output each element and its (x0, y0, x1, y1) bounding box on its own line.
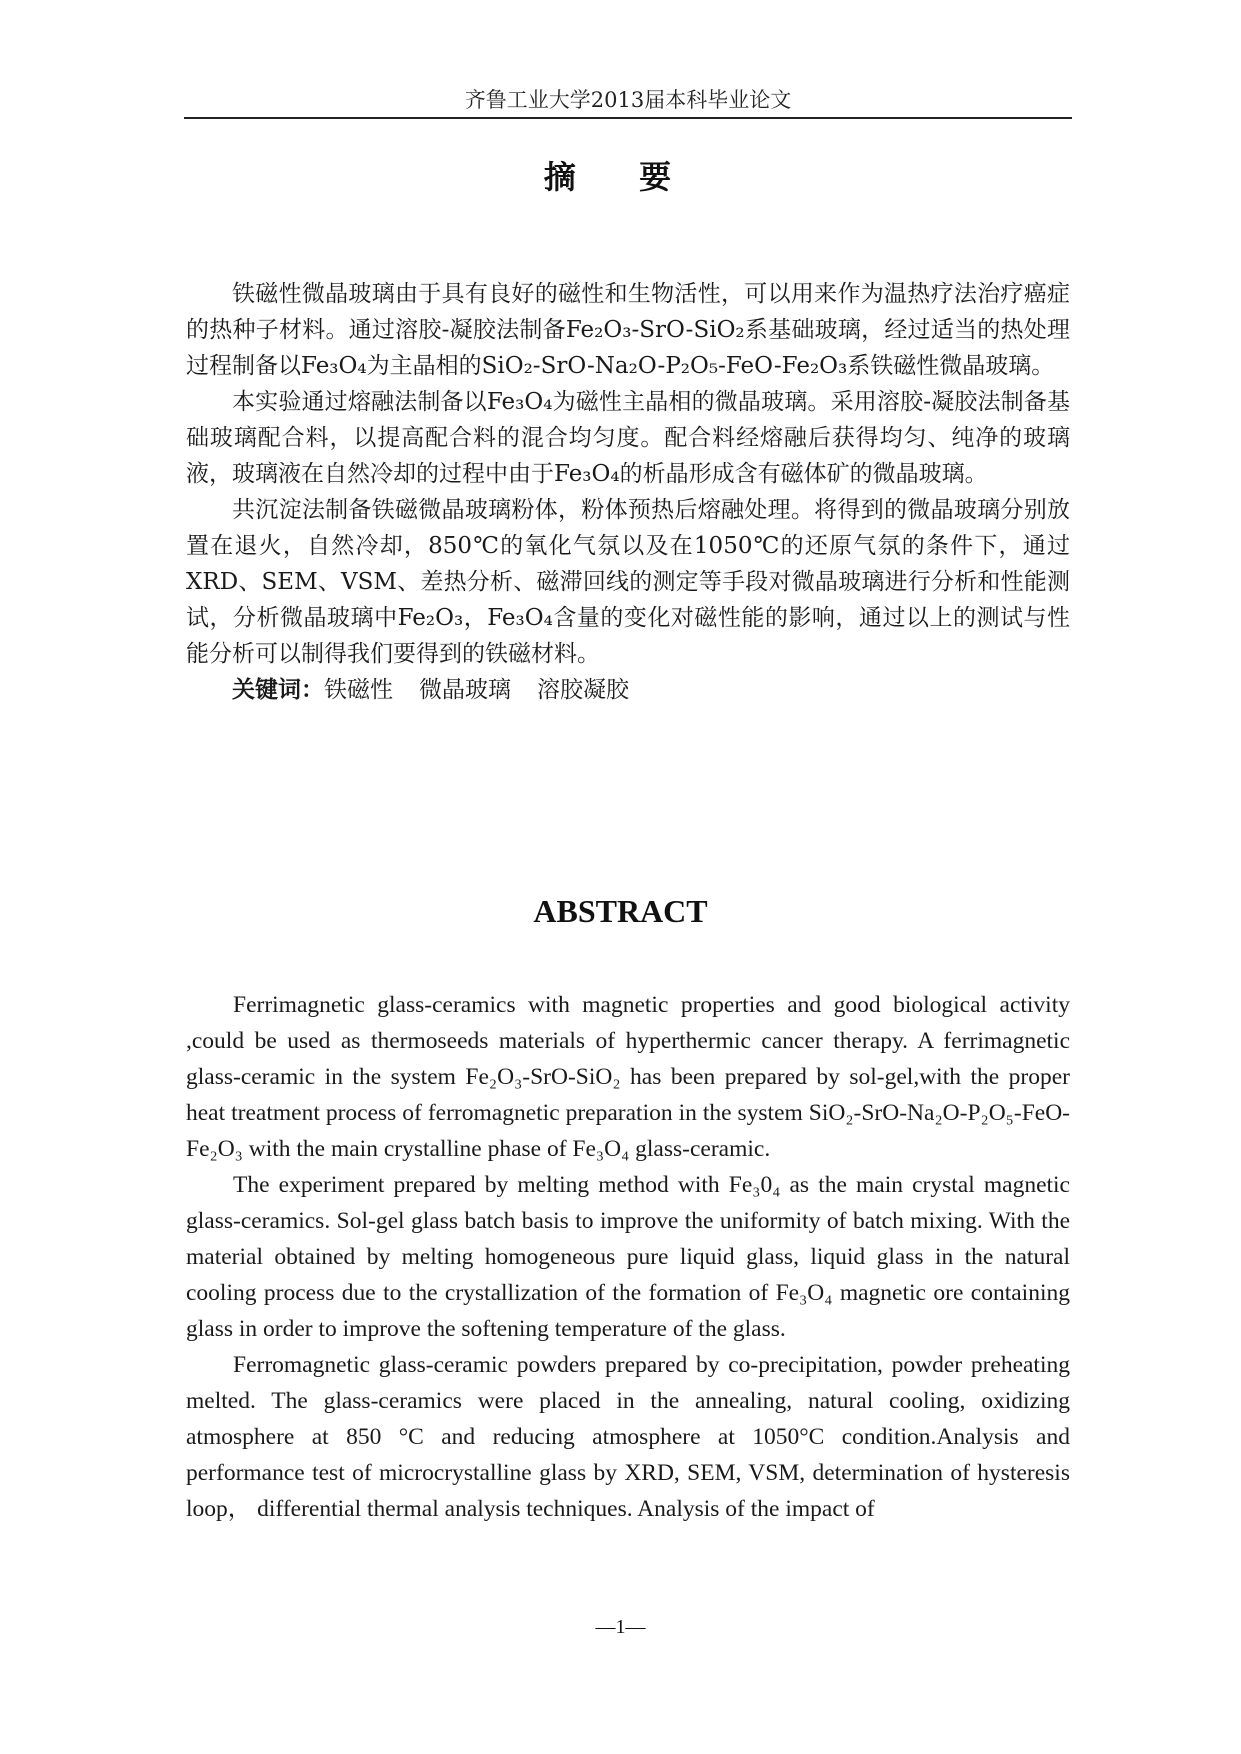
keywords-label: 关键词： (232, 677, 324, 703)
en-abstract-title: ABSTRACT (533, 893, 708, 929)
cn-paragraph-1: 铁磁性微晶玻璃由于具有良好的磁性和生物活性，可以用来作为温热疗法治疗癌症的热种子材料。通过溶胶-凝胶法制备Fe₂O₃-SrO-SiO₂系基础玻璃，经过适当的热处理过程制备以Fe₃O₄为主晶相的SiO₂-SrO-Na₂O-P₂O₅-FeO-Fe₂O₃系铁磁性微晶玻璃。 (186, 281, 1070, 379)
keyword-3: 溶胶凝胶 (537, 677, 629, 703)
keyword-1: 铁磁性 (324, 677, 393, 703)
header-rule (184, 117, 1072, 119)
cn-abstract-title: 摘 要 (543, 158, 698, 196)
en-abstract-body (186, 987, 1070, 1527)
cn-paragraph-3: 共沉淀法制备铁磁微晶玻璃粉体，粉体预热后熔融处理。将得到的微晶玻璃分别放置在退火，自然冷却，850℃的氧化气氛以及在1050℃的还原气氛的条件下，通过XRD、SEM、VSM、差热分析、磁滞回线的测定等手段对微晶玻璃进行分析和性能测试，分析微晶玻璃中Fe₂O₃，Fe₃O₄含量的变化对磁性能的影响，通过以上的测试与性能分析可以制得我们要得到的铁磁材料。 (186, 497, 1070, 667)
running-header: 齐鲁工业大学2013届本科毕业论文 (464, 88, 792, 112)
en-paragraph-1: Ferrimagnetic glass-ceramics with magnetic properties and good biological activity ,could be used as thermoseeds materials of hyperthermic cancer therapy. A ferrimagnetic glass-ceramic in the system Fe₂O₃-SrO-SiO₂ has been prepared by sol-gel,with the proper heat treatment process of ferromagnetic preparation in the system SiO₂-SrO-Na₂O-P₂O₅-FeO-Fe₂O₃ with the main crystalline phase of Fe₃O₄ glass-ceramic. (186, 992, 1070, 1162)
en-paragraph-3: Ferromagnetic glass-ceramic powders prepared by co-precipitation, powder preheating melted. The glass-ceramics were placed in the annealing, natural cooling, oxidizing atmosphere at 850 °C and reducing atmosphere at 1050°C condition.Analysis and performance test of microcrystalline glass by XRD, SEM, VSM, determination of hysteresis loop， differential thermal analysis techniques. Analysis of the impact of (186, 1352, 1070, 1522)
en-paragraph-2: The experiment prepared by melting method with Fe₃0₄ as the main crystal magnetic glass-ceramics. Sol-gel glass batch basis to improve the uniformity of batch mixing. With the material obtained by melting homogeneous pure liquid glass, liquid glass in the natural cooling process due to the crystallization of the formation of Fe₃O₄ magnetic ore containing glass in order to improve the softening temperature of the glass. (186, 1172, 1070, 1342)
page-number: —1— (595, 1616, 646, 1638)
cn-paragraph-2: 本实验通过熔融法制备以Fe₃O₄为磁性主晶相的微晶玻璃。采用溶胶-凝胶法制备基础玻璃配合料，以提高配合料的混合均匀度。配合料经熔融后获得均匀、纯净的玻璃液，玻璃液在自然冷却的过程中由于Fe₃O₄的析晶形成含有磁体矿的微晶玻璃。 (186, 389, 1070, 487)
keyword-2: 微晶玻璃 (419, 677, 511, 703)
keywords-line (186, 672, 1070, 708)
cn-abstract-body (186, 276, 1070, 708)
